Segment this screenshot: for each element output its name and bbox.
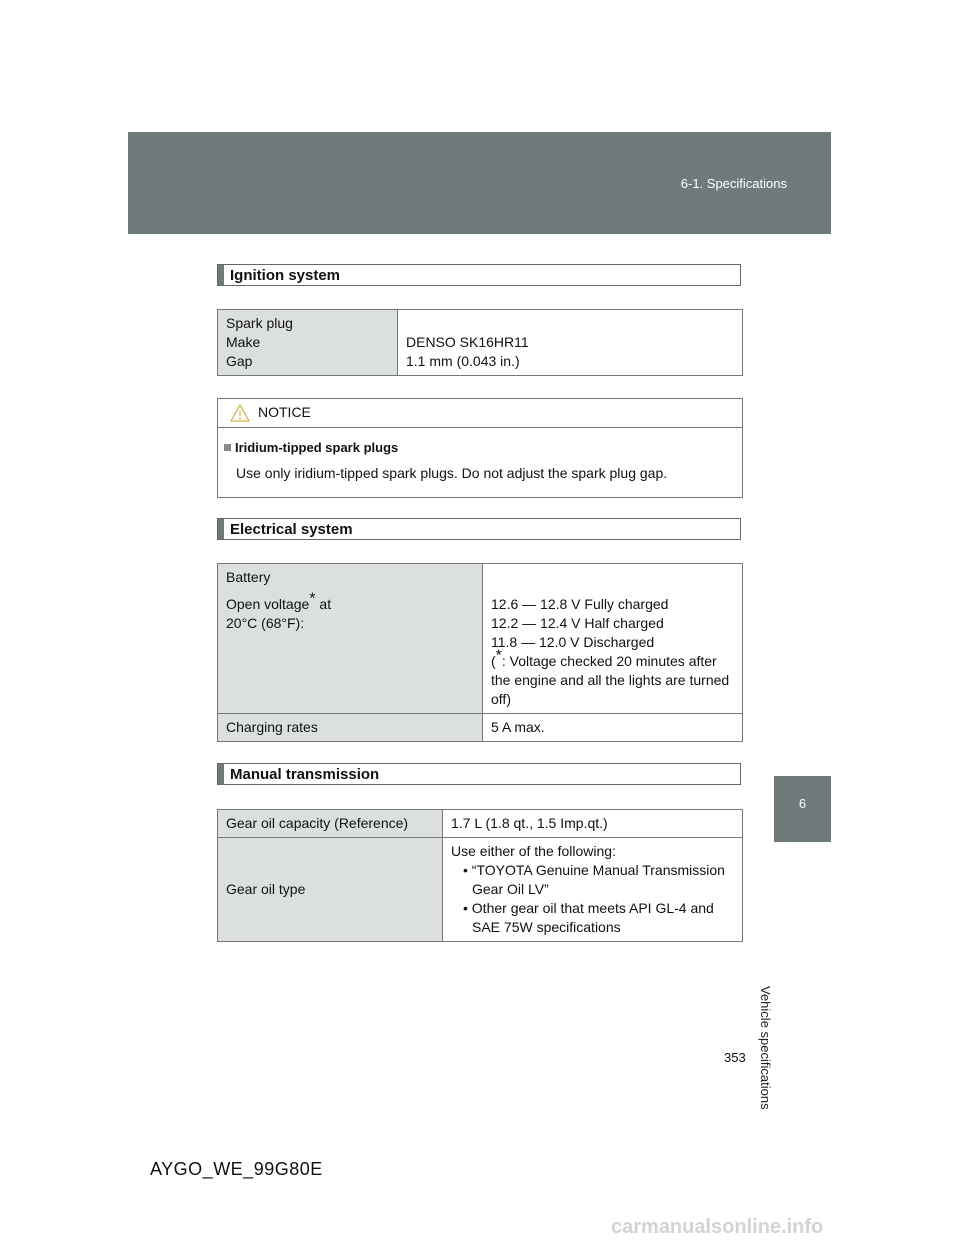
open-voltage-label <box>226 590 474 614</box>
spark-plug-values <box>398 310 743 376</box>
notice-title: NOTICE <box>258 404 311 420</box>
heading-bar <box>218 764 224 784</box>
heading-bar <box>218 265 224 285</box>
notice-subheading <box>224 440 398 455</box>
warning-icon <box>230 403 250 423</box>
manual-heading <box>217 763 741 785</box>
table-row <box>218 310 743 376</box>
charging-value: 5 A max. <box>483 714 743 742</box>
electrical-table <box>217 563 743 742</box>
ignition-heading <box>217 264 741 286</box>
gear-oil-type-values <box>443 838 743 942</box>
notice-box <box>217 398 743 498</box>
electrical-heading <box>217 518 741 540</box>
gap-label: Gap <box>226 353 253 369</box>
electrical-heading-text: Electrical system <box>230 521 353 538</box>
table-row <box>218 714 743 742</box>
notice-body: Use only iridium-tipped spark plugs. Do not adjust the spark plug gap. <box>236 465 668 481</box>
battery-label: Battery <box>226 569 271 585</box>
capacity-label: Gear oil capacity (Reference) <box>218 810 443 838</box>
bullet-square-icon <box>224 444 231 451</box>
footnote-text: : Voltage checked 20 minutes after the engine and all the lights are turned off) <box>491 653 730 707</box>
make-value: DENSO SK16HR11 <box>406 334 529 350</box>
charging-label: Charging rates <box>218 714 483 742</box>
battery-labels <box>218 564 483 714</box>
open-voltage-text: Open voltage <box>226 596 310 612</box>
gear-oil-option: • “TOYOTA Genuine Manual Transmission Gear Oil LV” <box>463 862 725 897</box>
capacity-value: 1.7 L (1.8 qt., 1.5 Imp.qt.) <box>443 810 743 838</box>
gap-value: 1.1 mm (0.043 in.) <box>406 353 520 369</box>
ignition-heading-text: Ignition system <box>230 267 341 284</box>
fully-charged-value: 12.6 — 12.8 V Fully charged <box>491 596 669 612</box>
chapter-tab <box>774 776 831 842</box>
page-number: 353 <box>724 1050 746 1065</box>
asterisk-mark: * <box>309 590 316 608</box>
notice-header <box>218 399 742 428</box>
spark-plug-label: Spark plug <box>226 315 293 331</box>
battery-values <box>483 564 743 714</box>
voltage-footnote <box>491 647 734 709</box>
asterisk-mark: * <box>495 647 502 665</box>
chapter-number: 6 <box>798 796 807 811</box>
manual-heading-text: Manual transmission <box>230 766 380 783</box>
make-label: Make <box>226 334 261 350</box>
heading-bar <box>218 519 224 539</box>
temperature-label: 20°C (68°F): <box>226 615 305 631</box>
chapter-side-label <box>758 850 793 1110</box>
table-row <box>218 564 743 714</box>
watermark-url: carmanualsonline.info <box>611 1216 824 1238</box>
half-charged-value: 12.2 — 12.4 V Half charged <box>491 615 664 631</box>
chapter-label: Vehicle specifications <box>758 986 773 1110</box>
table-row <box>218 810 743 838</box>
document-code: AYGO_WE_99G80E <box>150 1159 323 1179</box>
gear-oil-intro: Use either of the following: <box>451 843 616 859</box>
section-label: 6-1. Specifications <box>680 176 787 191</box>
ignition-table <box>217 309 743 376</box>
manual-table <box>217 809 743 942</box>
gear-oil-option: • Other gear oil that meets API GL-4 and SAE 75W specifications <box>463 900 714 935</box>
spark-plug-labels <box>218 310 398 376</box>
discharged-value: 11.8 — 12.0 V Discharged <box>491 634 655 650</box>
footnote-open: ( <box>491 653 496 669</box>
open-voltage-suffix: at <box>315 596 332 612</box>
notice-subheading-text: Iridium-tipped spark plugs <box>235 440 399 455</box>
header-band <box>128 132 831 234</box>
gear-oil-type-label: Gear oil type <box>218 838 443 942</box>
table-row <box>218 838 743 942</box>
